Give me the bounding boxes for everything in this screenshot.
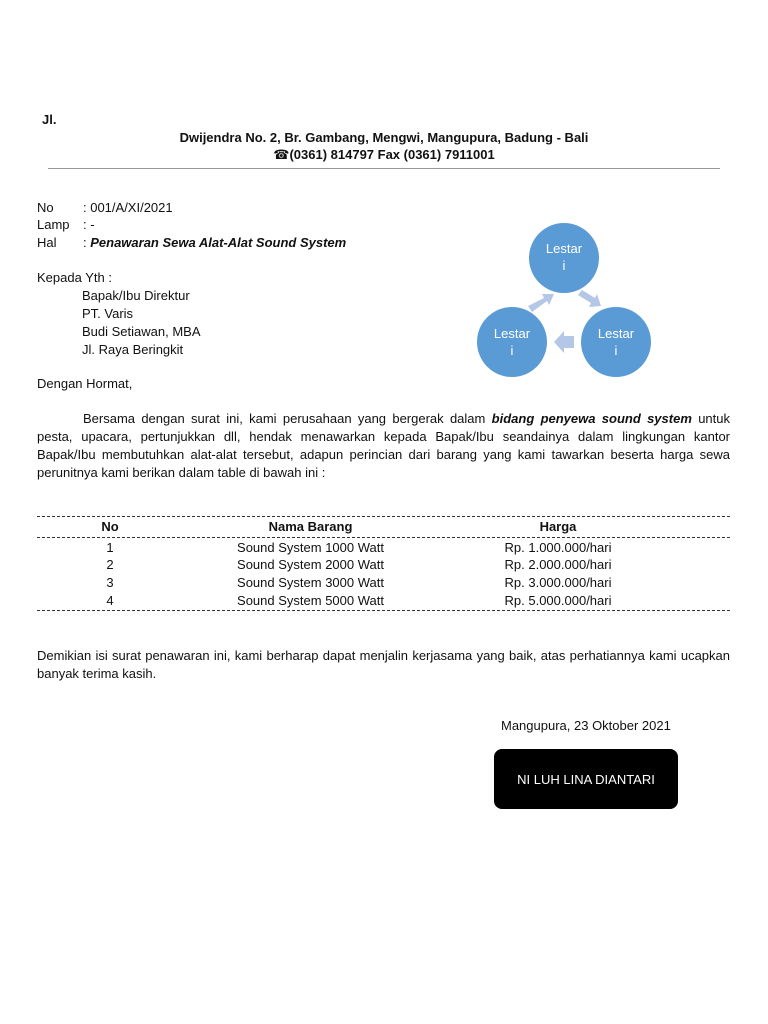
phone-fax-text: (0361) 814797 Fax (0361) 7911001 [289,147,495,162]
para-text: untuk pesta, upacara, pertunjukkan dll, hendak menawarkan kepada Bapak/Ibu seandainya dalam lingkungan kantor Bapak/Ibu membutuhkan alat-alat tersebut, adapun perincian dari barang yang kami tawarkan beserta harga sewa perunitnya kami berikan dalam table di bawah ini : [37,411,730,480]
hal-subject: Penawaran Sewa Alat-Alat Sound System [90,235,347,250]
node-label: Lestar [545,241,583,256]
table-cell: Rp. 3.000.000/hari [504,575,612,590]
table-bottom-rule [37,610,730,611]
node-label: i [614,343,618,358]
signatory-name: NI LUH LINA DIANTARI [517,771,655,787]
table-header-no: No [101,519,119,534]
para-emphasis: bidang penyewa sound system [491,411,692,426]
cycle-arrow [578,290,601,307]
lamp-label: Lamp [37,217,70,232]
recipient-line: Budi Setiawan, MBA [82,324,201,339]
cycle-node-right [581,307,651,377]
hal-value-wrap [83,234,346,252]
no-label: No [37,200,54,215]
cycle-node-left [477,307,547,377]
hal-label: Hal [37,235,57,250]
closing-paragraph: Demikian isi surat penawaran ini, kami berharap dapat menjalin kerjasama yang baik, atas perhatiannya kami ucapkan banyak terima kasih. [37,648,730,681]
table-cell: Sound System 3000 Watt [237,575,384,590]
street-prefix: Jl. [42,112,57,127]
cycle-arrow [554,331,574,353]
no-value: : 001/A/XI/2021 [83,200,173,215]
table-cell: Sound System 5000 Watt [237,593,384,608]
table-top-rule [37,516,730,517]
table-cell: Sound System 1000 Watt [237,540,384,555]
table-cell: 3 [106,575,114,590]
lamp-value: : - [83,217,95,232]
cycle-node-top [529,223,599,293]
place-date: Mangupura, 23 Oktober 2021 [501,718,671,733]
para-text: Bersama dengan surat ini, kami perusahaan yang bergerak dalam [83,411,492,426]
table-header-harga: Harga [539,519,577,534]
letterhead-divider [48,168,720,169]
recipient-line: Jl. Raya Beringkit [82,342,184,357]
table-header-rule [37,537,730,538]
node-label: Lestar [597,326,635,341]
table-cell: Rp. 1.000.000/hari [504,540,612,555]
recipient-line: Bapak/Ibu Direktur [82,288,190,303]
recipient-intro: Kepada Yth : [37,270,112,285]
node-label: Lestar [493,326,531,341]
cycle-diagram [470,222,660,382]
letterhead-address: Dwijendra No. 2, Br. Gambang, Mengwi, Mangupura, Badung - Bali [179,130,589,145]
table-cell: Sound System 2000 Watt [237,557,384,572]
node-label: i [510,343,514,358]
table-cell: Rp. 5.000.000/hari [504,593,612,608]
table-cell: 1 [106,540,114,555]
table-header-nama: Nama Barang [268,519,353,534]
signature-name-box [494,749,678,809]
recipient-line: PT. Varis [82,306,134,321]
intro-paragraph [37,410,730,482]
table-cell: 2 [106,557,114,572]
node-label: i [562,258,566,273]
greeting: Dengan Hormat, [37,376,133,391]
table-cell: 4 [106,593,114,608]
cycle-arrow [528,294,554,312]
table-cell: Rp. 2.000.000/hari [504,557,612,572]
letterhead-phone [0,146,768,164]
hal-colon: : [83,235,91,250]
phone-icon: ☎ [273,147,290,162]
